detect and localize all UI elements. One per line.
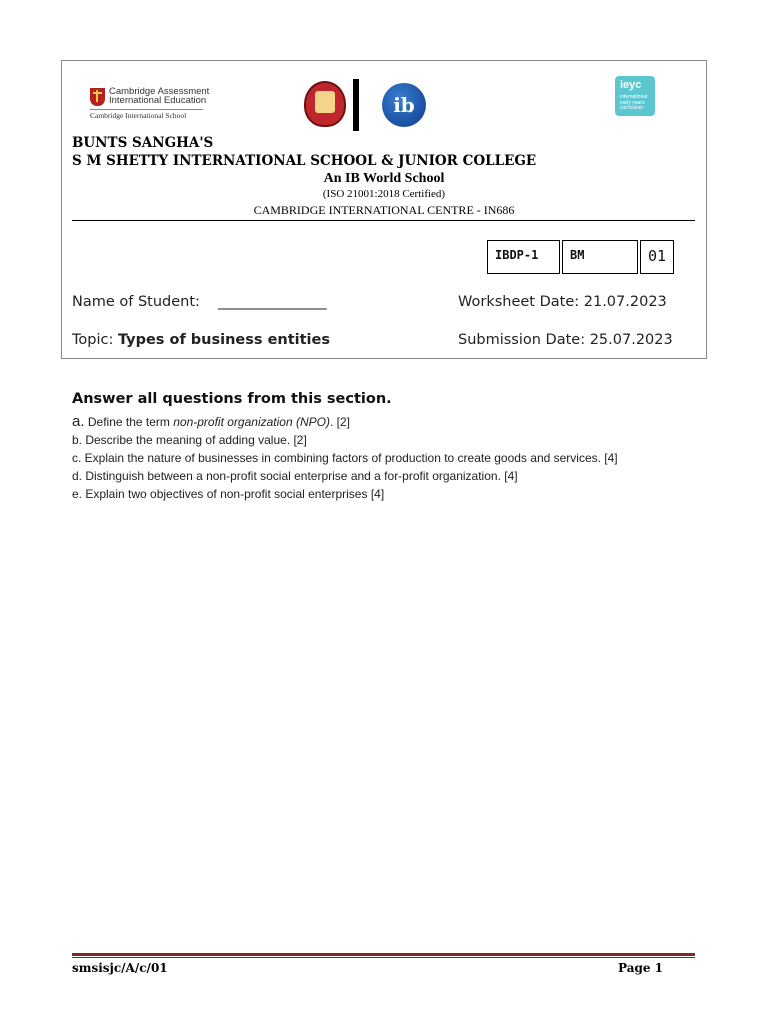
code-programme: IBDP-1 <box>487 240 560 274</box>
topic <box>72 332 330 348</box>
school-name-line1: BUNTS SANGHA'S <box>72 135 214 151</box>
footer-document-code: smsisjc/A/c/01 <box>72 961 168 975</box>
code-subject: BM <box>562 240 638 274</box>
student-name-blank[interactable]: _______________ <box>218 294 327 310</box>
worksheet-date: Worksheet Date: 21.07.2023 <box>458 294 667 310</box>
question-list <box>72 413 618 503</box>
school-crest-icon <box>304 81 346 127</box>
submission-date: Submission Date: 25.07.2023 <box>458 332 673 348</box>
question-a-pre: Define the term <box>87 415 174 429</box>
question-a <box>72 413 618 431</box>
ieyc-logo-caption: international early years curriculum <box>620 94 648 111</box>
question-a-letter: a. <box>72 413 85 430</box>
question-a-term: non-profit organization (NPO) <box>173 415 330 429</box>
question-b: b. Describe the meaning of adding value. [2] <box>72 433 307 447</box>
footer-page-number: Page 1 <box>618 961 664 975</box>
school-name-line2: S M SHETTY INTERNATIONAL SCHOOL & JUNIOR COLLEGE <box>72 153 537 169</box>
logo-divider-bar <box>353 79 359 131</box>
footer-rule <box>72 953 695 956</box>
cambridge-shield-icon <box>90 88 105 106</box>
code-boxes <box>487 240 676 274</box>
question-d: d. Distinguish between a non-profit social enterprise and a for-profit organization. [4] <box>72 469 518 483</box>
iso-certification: (ISO 21001:2018 Certified) <box>322 188 446 200</box>
footer-rule-thin <box>72 957 695 958</box>
student-name-label: Name of Student: <box>72 294 200 310</box>
cambridge-logo-line1: Cambridge Assessment <box>109 86 210 97</box>
cambridge-logo-line2: International Education <box>109 95 207 106</box>
cambridge-logo <box>90 86 220 120</box>
ib-logo-icon: ib <box>382 83 426 127</box>
header-box <box>61 60 707 359</box>
cambridge-logo-line3: Cambridge International School <box>90 111 187 120</box>
topic-label: Topic: <box>72 332 114 348</box>
ieyc-logo-icon <box>615 76 655 116</box>
question-a-post: . [2] <box>329 415 350 429</box>
ib-world-school: An IB World School <box>323 171 445 186</box>
question-e: e. Explain two objectives of non-profit social enterprises [4] <box>72 487 385 501</box>
code-number: 01 <box>640 240 674 274</box>
section-title: Answer all questions from this section. <box>72 391 392 407</box>
topic-value: Types of business entities <box>117 332 330 348</box>
header-divider <box>72 220 695 221</box>
cambridge-logo-divider <box>90 109 203 110</box>
cambridge-centre: CAMBRIDGE INTERNATIONAL CENTRE - IN686 <box>253 203 515 217</box>
question-c: c. Explain the nature of businesses in combining factors of production to create goods and services. [4] <box>72 451 618 465</box>
ieyc-logo-word: ieyc <box>620 79 642 91</box>
